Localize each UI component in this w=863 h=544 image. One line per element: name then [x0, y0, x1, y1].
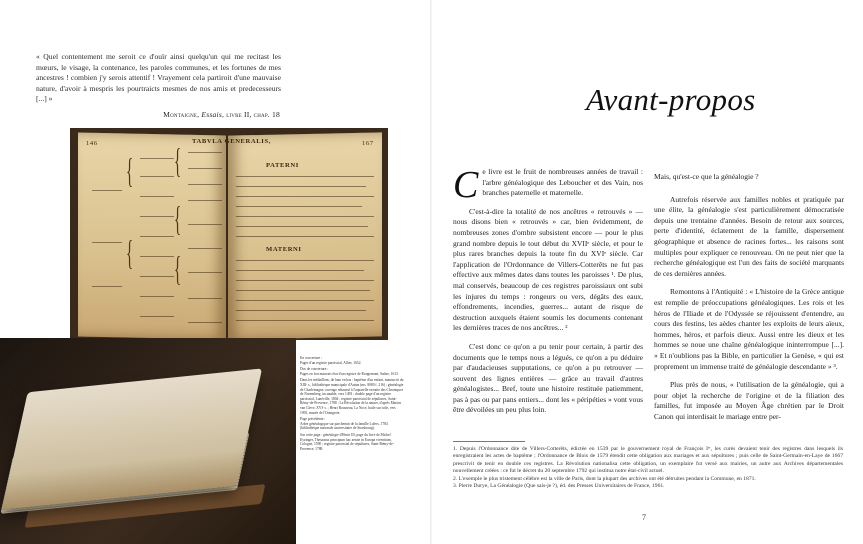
opening-paragraph: [453, 164, 643, 206]
epigraph-ref: livre II, chap. 18: [226, 110, 280, 119]
caption-medallions: Dans les médaillons, de haut en bas : baptême d'un enfant, manuscrit du XIIIᵉ s., bibliothèque municipale d'Autun (ms. 8080 f. 216) ; généalogie de Charlemagne, ouvrage rehaussé à l'aquarelle extraite des Chroniques de Nuremberg, incunable, vers 1493 ; double page d'un registre paroissial, Lunéville, 1804 ; registre paroissial de sépultures, Saint-Rémy-de-Provence, 1788 ; La Révolution de la nature, d'après Marion van Cleve, XVIᵉ s. ; Henri Rousseau, La Noce, huile sur toile, vers 1905, musée de l'Orangerie.: [300, 378, 404, 415]
text-column-left: [453, 164, 643, 424]
photo-table-heading: TABVLA GENERALIS,: [192, 138, 271, 145]
question-heading: Mais, qu'est-ce que la généalogie ?: [654, 172, 759, 181]
opening-text: e livre est le fruit de nombreuses années de travail : l'arbre généalogique des Leboucher et des Vain, nos branches paternelle et maternelle.: [482, 167, 643, 198]
paragraph: Remontons à l'Antiquité : « L'histoire de la Grèce antique est remplie de préoccupations généalogiques. Les rois et les héros de l'Iliade et de l'Odyssée se réjouissent d'entendre, au cours des festins, les aèdes chanter les exploits de leurs aïeux, hommes, héros, et parfois dieux. Aussi entre les dieux et les hommes se noue une chaîne généalogique ininterrompue [...]. » Et n'oublions pas la Bible, en particulier la Genèse, « qui est proprement un immense traité de généalogie descendante » ³.: [654, 287, 844, 371]
caption-back-label: Dos de couverture :: [300, 367, 329, 372]
genealogy-table-photo: 146 167 TABVLA GENERALIS, PATERNI MATERNI { { { { {: [70, 128, 388, 340]
caption-cover-label: En couverture :: [300, 356, 323, 360]
photo-materni-heading: MATERNI: [266, 246, 302, 253]
epigraph: « Quel contentement me seroit ce d'ouïr ainsi quelqu'un qui me recitast les mœurs, le visage, la contenance, les paroles communes, et les fortunes de mes ancestres ! combien j'y serois attentif ! Vrayement cela partiroit d'une mauvaise nature, d'avoir à mespris les pourtraicts mesmes de nos amis et predecesseurs [...] »: [36, 52, 281, 104]
epigraph-source: [130, 110, 280, 119]
photo-paterni-heading: PATERNI: [266, 162, 299, 169]
right-page: [432, 0, 863, 544]
paragraph: Plus près de nous, « l'utilisation de la généalogie, qui a pour objet la recherche de l'origine et de la filiation des familles, fut imposée au Moyen Âge chrétien par le Droit Canon qui interdisait le mariage entre per-: [654, 380, 844, 421]
photo-caption: [300, 356, 404, 453]
parish-register-photo: [0, 338, 296, 544]
page-number: 7: [642, 513, 646, 522]
paragraph: C'est-à-dire la totalité de nos ancêtres « retrouvés » — nous disons bien « retrouvés » car, bien évidemment, de nombreuses zones d'ombre subsistent encore — pour le plus grand nombre depuis le tout début du XVIIᵉ siècle, et pour le plus rares branches depuis la toute fin du XVIᵉ siècle. Car l'application de l'Ordonnance de Villers-Cotterêts ne fut pas effective aux mêmes dates dans toutes les paroisses ¹. De plus, mal conservés, beaucoup de ces registres paroissiaux ont subi les injures du temps : rongeurs ou vers, dégâts des eaux, effondrements, incendies, guerres... autant de risque de destruction auxquels étaient soumis les documents contenant les dernières traces de nos ancêtres... ²: [453, 206, 643, 333]
caption-previous: Arbre généalogique sur parchemin de la famille Lolers, 1784 (bibliothèque nationale universitaire de Strasbourg).: [300, 421, 388, 431]
paragraph: C'est donc ce qu'on a pu tenir pour certain, à partir des documents que le temps nous a légués, ce qu'on a pu déduire par d'audacieuses supputations, ce qu'on a pu retrouver — souvent des lignes entières — grâce au travail d'autres généalogistes... Bref, toute une histoire restituée patiemment, pas à pas ou par pans entiers... dont les « péripéties » vont vous être dévoilées un peu plus loin.: [453, 341, 643, 415]
footnote: 3. Pierre Durye, La Généalogie (Que sais-je ?), éd. des Presses Universitaires de France, 1961.: [453, 483, 665, 490]
footnotes: [453, 446, 843, 490]
left-page: [0, 0, 431, 544]
chapter-title: Avant-propos: [586, 82, 756, 117]
epigraph-work: Essais,: [201, 110, 225, 119]
paragraph: Autrefois réservée aux familles nobles et pratiquée par une élite, la généalogie s'est particulièrement démocratisée depuis une trentaine d'années. Besoin de retour aux sources, perte d'identité, éclatement de la famille, dispersement géographique et absence de racines fortes... les raisons sont multiples pour expliquer ce renouveau. On ne peut nier que la recherche généalogique est l'un des faits de société marquants de ces dernières années.: [654, 194, 844, 278]
caption-this-page: Sur cette page : généalogie d'Henri III, page du livre de Michel Eyzinger, Thesaurus principum hac aetate in Europa viventium, Cologne, 1590 ; registre paroissial de sépultures, Saint-Rémy-de-Provence, 1788.: [300, 432, 394, 451]
caption-back: Pages en fort mauvais état d'un registre de Rougemont, Saône, 1613.: [300, 371, 399, 376]
drop-cap: C: [453, 164, 479, 206]
footnote: 2. L'exemple le plus tristement célèbre est la ville de Paris, dont la plupart des archives ont été détruites pendant la Commune, en 1871.: [453, 475, 756, 482]
footnote: 1. Depuis l'Ordonnance dite de Villers-Cotterêts, édictée en 1539 par le gouvernement royal de François Iᵉʳ, les curés devaient tenir des registres dans lesquels ils enregistraient les actes de baptême ; l'Ordonnance de Blois de 1579 étendit cette obligation aux mariages et aux sépultures ; puis celle de Saint-Germain-en-Laye de 1667 prescrivit de tenir en double ces registres. La Révolution nationalisa cette obligation, un exemplaire fut versé aux mairies, un autre aux Archives départementales nouvellement créées : ce fut le décret du 20 septembre 1792 qui institua notre état-civil actuel.: [453, 446, 843, 475]
caption-cover: Pages d'un registre paroissial, Allier, 1652.: [300, 360, 362, 365]
photo-page-number-left: 146: [86, 140, 98, 147]
footnote-rule: [453, 441, 525, 442]
epigraph-author: Montaigne,: [163, 110, 200, 119]
text-column-right: [654, 172, 844, 430]
caption-previous-label: Page précédente :: [300, 417, 326, 422]
photo-page-number-right: 167: [362, 140, 374, 147]
